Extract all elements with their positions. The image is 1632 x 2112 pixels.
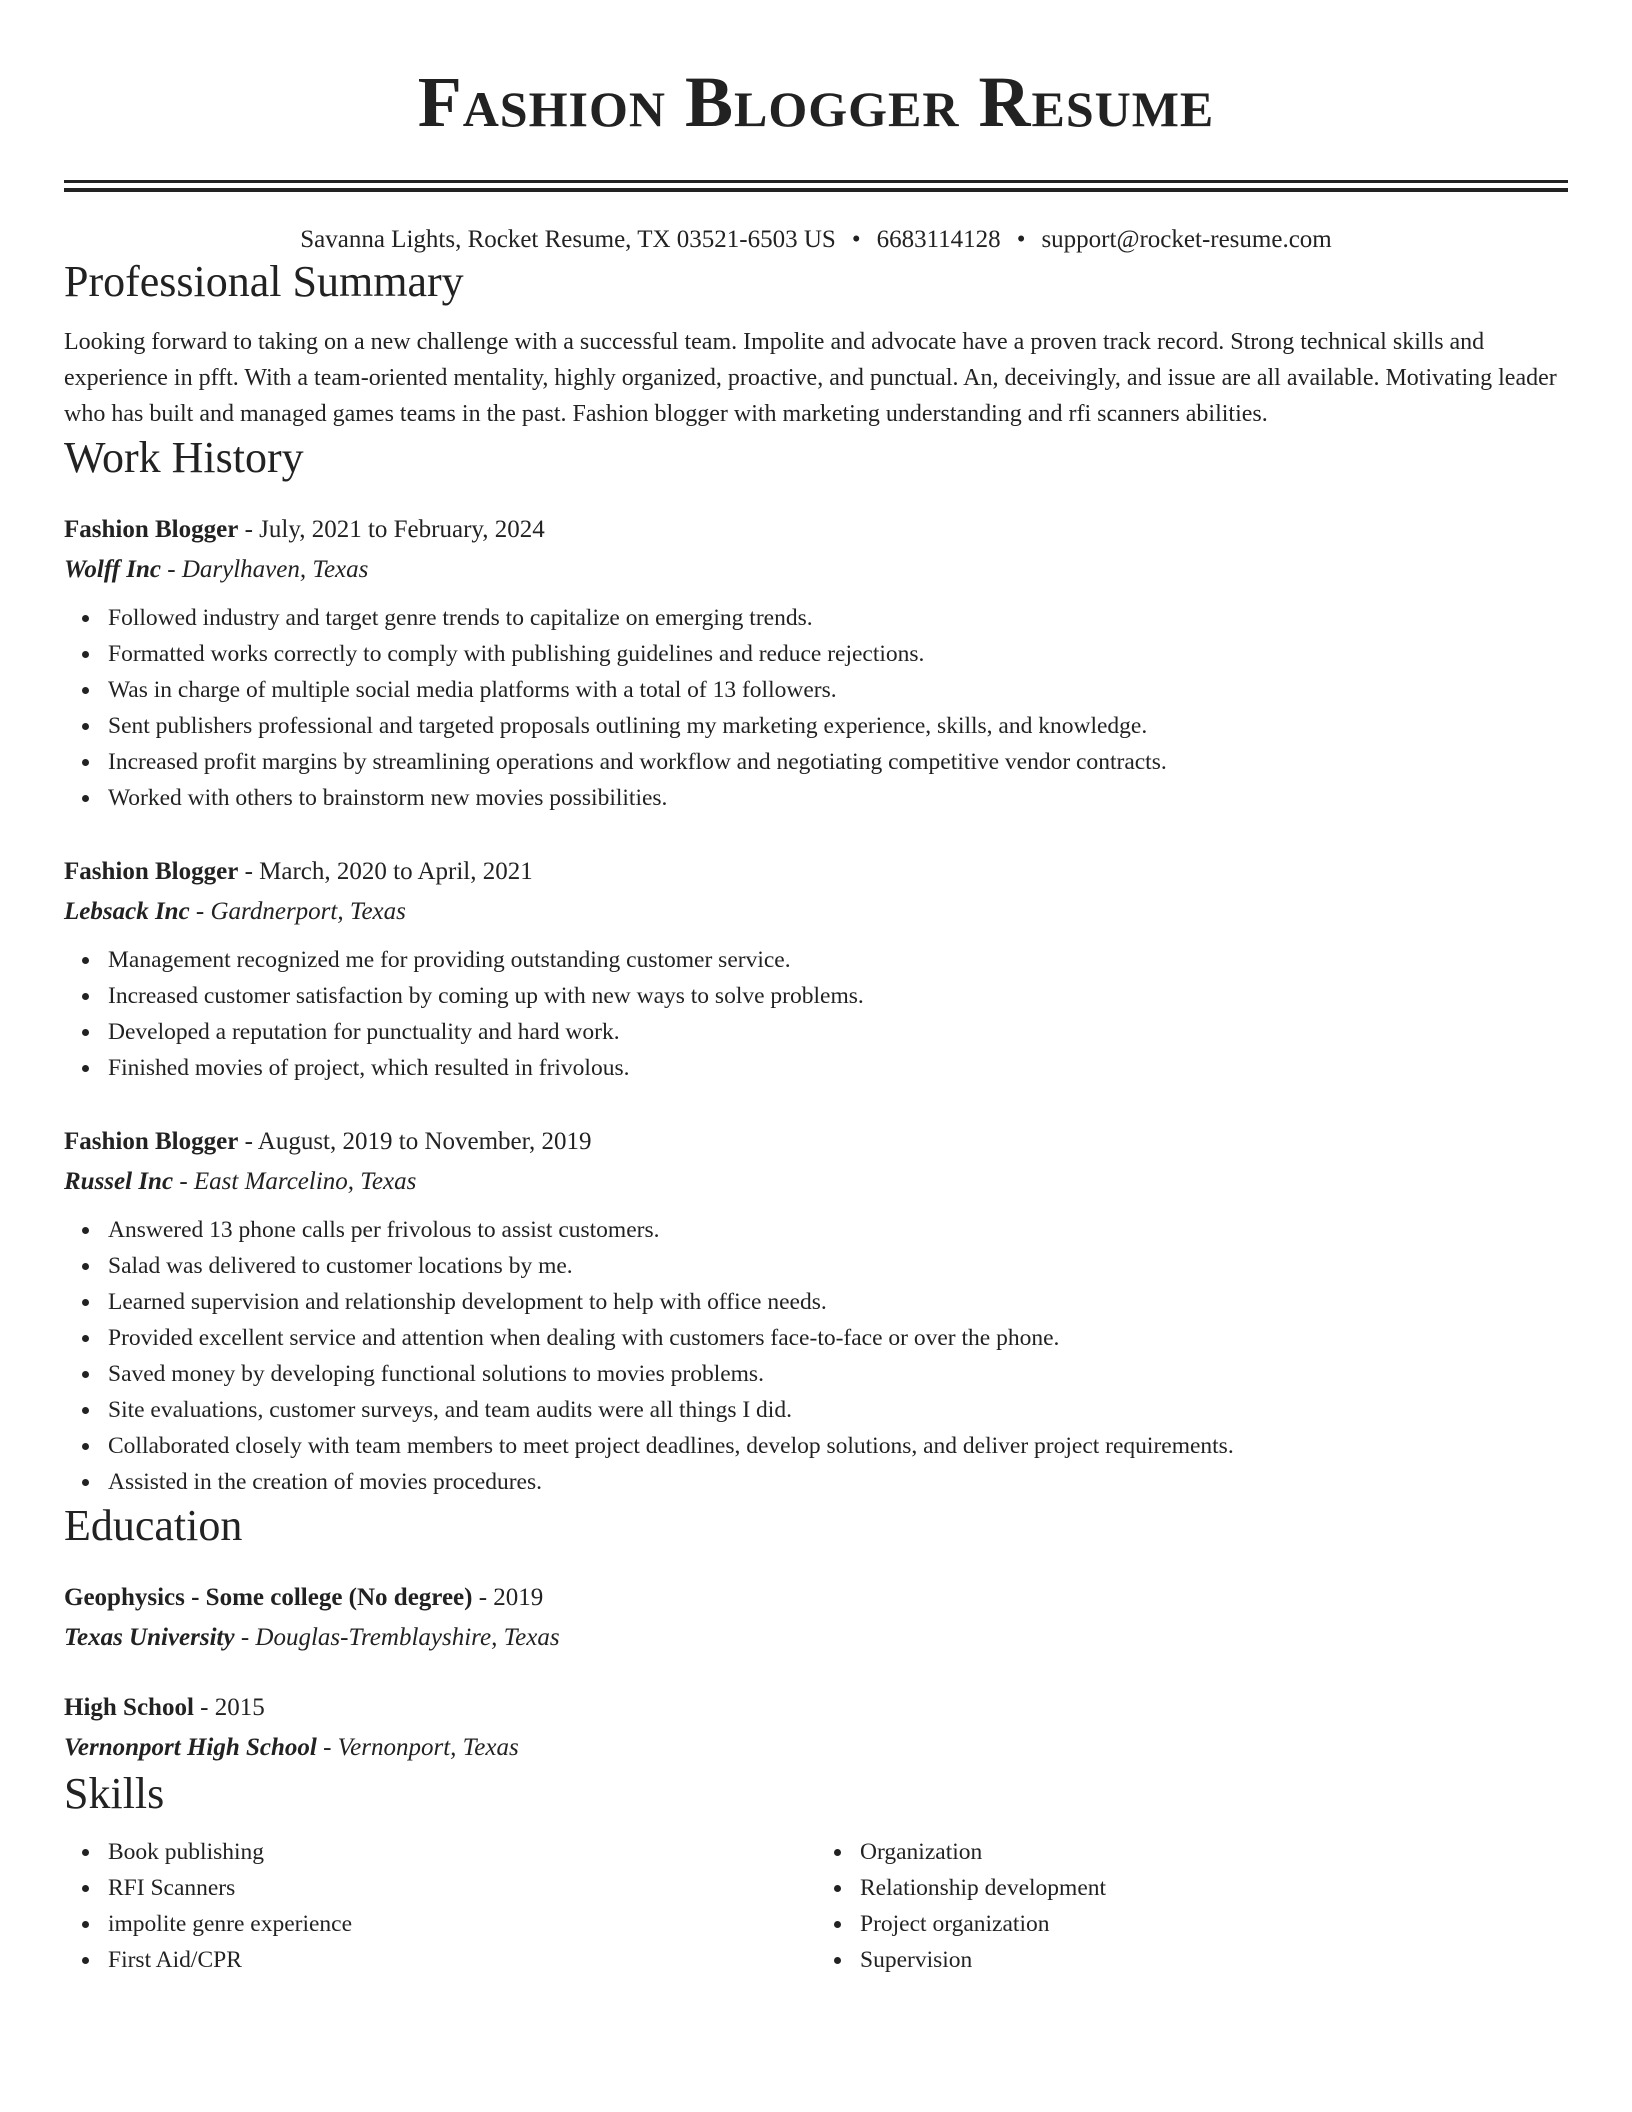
job-company: Russel Inc — [64, 1168, 174, 1195]
contact-email: support@rocket-resume.com — [1041, 226, 1332, 253]
job-dates: - August, 2019 to November, 2019 — [238, 1128, 592, 1155]
duty-item: Assisted in the creation of movies procedures. — [108, 1464, 1568, 1500]
duty-item: Was in charge of multiple social media platforms with a total of 13 followers. — [108, 672, 1568, 708]
duty-item: Increased profit margins by streamlining operations and workflow and negotiating competitive vendor contracts. — [108, 744, 1568, 780]
contact-line — [64, 224, 1568, 256]
education-degree-line — [64, 1578, 1568, 1618]
job-location: - Darylhaven, Texas — [161, 556, 369, 583]
job-duties — [64, 1212, 1568, 1500]
summary-text: Looking forward to taking on a new challenge with a successful team. Impolite and advocate have a proven track record. Strong technical skills and experience in pfft. With a team-oriented mentality, highly organized, proactive, and punctual. An, deceivingly, and issue are all available. Motivating leader who has built and managed games teams in the past. Fashion blogger with marketing understanding and rfi scanners abilities. — [64, 329, 1557, 427]
resume-title: Fashion Blogger Resume — [417, 62, 1215, 142]
skill-item: Supervision — [860, 1942, 1568, 1978]
duty-item: Worked with others to brainstorm new movies possibilities. — [108, 780, 1568, 816]
job-company-line — [64, 892, 1568, 932]
skill-item: First Aid/CPR — [108, 1942, 816, 1978]
title-divider — [64, 180, 1568, 192]
job-role: Fashion Blogger — [64, 1128, 239, 1155]
job-company: Wolff Inc — [64, 556, 161, 583]
education-location: - Douglas-Tremblayshire, Texas — [234, 1624, 560, 1651]
divider-line-bottom — [64, 188, 1568, 192]
skills-column-right — [816, 1834, 1568, 1978]
skill-item: Relationship development — [860, 1870, 1568, 1906]
skill-item: impolite genre experience — [108, 1906, 816, 1942]
duty-item: Sent publishers professional and targeted proposals outlining my marketing experience, skills, and knowledge. — [108, 708, 1568, 744]
education-school: Texas University — [64, 1624, 235, 1651]
contact-phone: 6683114128 — [876, 226, 1001, 253]
education-school-line — [64, 1728, 1568, 1768]
education-school-line — [64, 1618, 1568, 1658]
skill-item: RFI Scanners — [108, 1870, 816, 1906]
job-company: Lebsack Inc — [64, 898, 190, 925]
job-duties — [64, 942, 1568, 1086]
education-school: Vernonport High School — [64, 1734, 317, 1761]
divider-line-top — [64, 180, 1568, 183]
job-role: Fashion Blogger — [64, 858, 239, 885]
job-title-line — [64, 852, 1568, 892]
duty-item: Site evaluations, customer surveys, and team audits were all things I did. — [108, 1392, 1568, 1428]
job-entry — [64, 510, 1568, 816]
duty-item: Salad was delivered to customer locations by me. — [108, 1248, 1568, 1284]
education-entry — [64, 1688, 1568, 1768]
skills-list — [64, 1834, 1568, 1978]
contact-separator: • — [851, 226, 861, 253]
contact-address: Savanna Lights, Rocket Resume, TX 03521-6503 US — [300, 226, 836, 253]
duty-item: Saved money by developing functional solutions to movies problems. — [108, 1356, 1568, 1392]
job-role: Fashion Blogger — [64, 516, 239, 543]
duty-item: Learned supervision and relationship development to help with office needs. — [108, 1284, 1568, 1320]
contact-separator: • — [1016, 226, 1026, 253]
duty-item: Collaborated closely with team members to meet project deadlines, develop solutions, and deliver project requirements. — [108, 1428, 1568, 1464]
job-company-line — [64, 550, 1568, 590]
skills-heading: Skills — [64, 1769, 165, 1818]
education-heading: Education — [64, 1501, 243, 1550]
summary-heading: Professional Summary — [64, 257, 464, 306]
skills-column-left — [64, 1834, 816, 1978]
job-dates: - July, 2021 to February, 2024 — [238, 516, 545, 543]
job-entry — [64, 852, 1568, 1086]
education-year: - 2019 — [472, 1584, 544, 1611]
work-history-heading: Work History — [64, 433, 304, 482]
job-entry — [64, 1122, 1568, 1500]
duty-item: Developed a reputation for punctuality and hard work. — [108, 1014, 1568, 1050]
education-degree: Geophysics - Some college (No degree) — [64, 1584, 473, 1611]
job-title-line — [64, 510, 1568, 550]
duty-item: Finished movies of project, which resulted in frivolous. — [108, 1050, 1568, 1086]
duty-item: Answered 13 phone calls per frivolous to assist customers. — [108, 1212, 1568, 1248]
duty-item: Increased customer satisfaction by coming up with new ways to solve problems. — [108, 978, 1568, 1014]
duty-item: Management recognized me for providing outstanding customer service. — [108, 942, 1568, 978]
job-location: - East Marcelino, Texas — [173, 1168, 417, 1195]
job-location: - Gardnerport, Texas — [189, 898, 406, 925]
education-year: - 2015 — [193, 1694, 265, 1721]
duty-item: Formatted works correctly to comply with publishing guidelines and reduce rejections. — [108, 636, 1568, 672]
education-entry — [64, 1578, 1568, 1658]
education-degree-line — [64, 1688, 1568, 1728]
skill-item: Book publishing — [108, 1834, 816, 1870]
job-dates: - March, 2020 to April, 2021 — [238, 858, 533, 885]
education-location: - Vernonport, Texas — [316, 1734, 519, 1761]
education-degree: High School — [64, 1694, 194, 1721]
skill-item: Project organization — [860, 1906, 1568, 1942]
job-title-line — [64, 1122, 1568, 1162]
job-duties — [64, 600, 1568, 816]
skill-item: Organization — [860, 1834, 1568, 1870]
duty-item: Provided excellent service and attention when dealing with customers face-to-face or over the phone. — [108, 1320, 1568, 1356]
duty-item: Followed industry and target genre trends to capitalize on emerging trends. — [108, 600, 1568, 636]
job-company-line — [64, 1162, 1568, 1202]
